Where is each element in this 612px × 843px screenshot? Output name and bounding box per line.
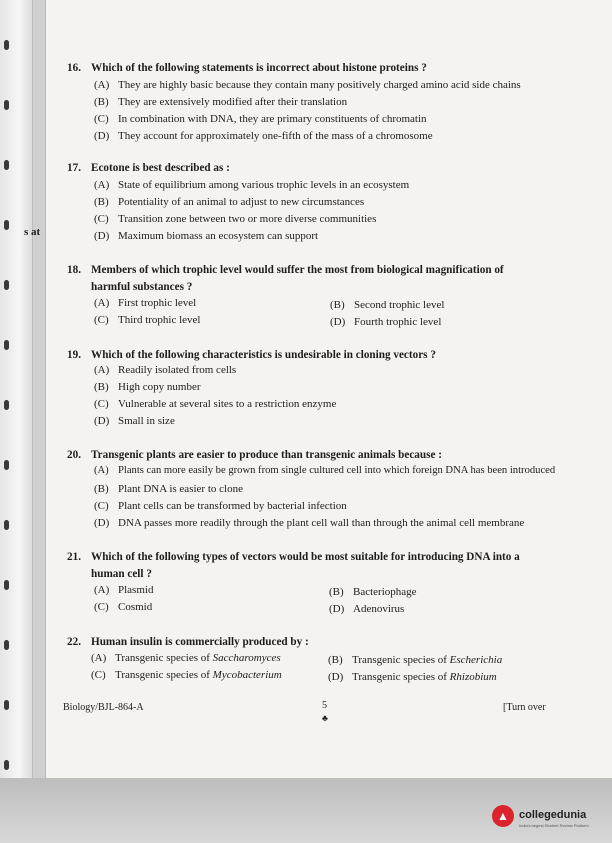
option-18a: (A) First trophic level (94, 297, 197, 309)
option-17d: (D) Maximum biomass an ecosystem can support (94, 230, 319, 242)
page-number: 5 (322, 700, 327, 711)
option-19a: (A) Readily isolated from cells (94, 364, 237, 376)
question-stem-cont: harmful substances ? (91, 281, 193, 293)
question-17 (67, 160, 587, 177)
option-18d: (D) Fourth trophic level (330, 316, 442, 328)
option-21c: (C) Cosmid (94, 601, 153, 613)
option-16c: (C) In combination with DNA, they are primary constituents of chromatin (94, 113, 427, 125)
brand-tagline: India's largest Student Review Platform (519, 822, 589, 828)
binding-hole (4, 220, 9, 230)
option-21a: (A) Plasmid (94, 584, 154, 596)
option-20a: (A) Plants can more easily be grown from single cultured cell into which foreign DNA has been introduced (94, 465, 556, 476)
brand-logo (492, 796, 612, 836)
question-number: 18. (67, 264, 81, 276)
margin-text: s at (24, 226, 41, 238)
option-17b: (B) Potentiality of an animal to adjust to new circumstances (94, 196, 365, 208)
question-stem: Transgenic plants are easier to produce than transgenic animals because : (91, 449, 442, 461)
binding-strip (0, 0, 33, 843)
option-18b: (B) Second trophic level (330, 299, 445, 311)
question-20 (67, 447, 587, 464)
question-22 (67, 634, 587, 651)
binding-hole (4, 340, 9, 350)
question-number: 20. (67, 449, 81, 461)
binding-hole (4, 280, 9, 290)
question-19 (67, 347, 587, 364)
binding-hole (4, 400, 9, 410)
question-number: 22. (67, 636, 81, 648)
turn-over: [Turn over (503, 702, 546, 713)
option-18c: (C) Third trophic level (94, 314, 201, 326)
option-20d: (D) DNA passes more readily through the plant cell wall than through the animal cell membrane (94, 517, 525, 529)
option-22d: (D) Transgenic species of Rhizobium (328, 671, 497, 683)
brand-name: collegedunia (519, 808, 587, 821)
question-18 (67, 262, 587, 296)
option-22a: (A) Transgenic species of Saccharomyces (91, 652, 281, 664)
question-stem: Ecotone is best described as : (91, 162, 230, 174)
binding-hole (4, 640, 9, 650)
option-19b: (B) High copy number (94, 381, 201, 393)
question-number: 21. (67, 551, 81, 563)
question-stem: Which of the following types of vectors would be most suitable for introducing DNA into a (91, 551, 520, 563)
option-20c: (C) Plant cells can be transformed by bacterial infection (94, 500, 347, 512)
binding-hole (4, 760, 9, 770)
option-17a: (A) State of equilibrium among various trophic levels in an ecosystem (94, 179, 410, 191)
option-21d: (D) Adenovirus (329, 603, 405, 615)
question-number: 16. (67, 62, 81, 74)
binding-hole (4, 580, 9, 590)
question-stem: Human insulin is commercially produced by : (91, 636, 309, 648)
option-20b: (B) Plant DNA is easier to clone (94, 483, 243, 495)
binding-hole (4, 100, 9, 110)
option-22c: (C) Transgenic species of Mycobacterium (91, 669, 282, 681)
option-22b: (B) Transgenic species of Escherichia (328, 654, 503, 666)
paper-code: Biology/BJL-864-A (63, 702, 144, 713)
binding-hole (4, 40, 9, 50)
option-16d: (D) They account for approximately one-fifth of the mass of a chromosome (94, 130, 433, 142)
binding-hole (4, 700, 9, 710)
binding-hole (4, 460, 9, 470)
question-stem-cont: human cell ? (91, 568, 152, 580)
question-number: 17. (67, 162, 81, 174)
option-17c: (C) Transition zone between two or more diverse communities (94, 213, 377, 225)
question-number: 19. (67, 349, 81, 361)
binding-hole (4, 520, 9, 530)
option-16b: (B) They are extensively modified after their translation (94, 96, 348, 108)
option-16a: (A) They are highly basic because they contain many positively charged amino acid side chains (94, 79, 521, 91)
question-stem: Members of which trophic level would suffer the most from biological magnification of (91, 264, 504, 276)
option-21b: (B) Bacteriophage (329, 586, 417, 598)
option-19c: (C) Vulnerable at several sites to a restriction enzyme (94, 398, 337, 410)
option-19d: (D) Small in size (94, 415, 175, 427)
question-stem: Which of the following characteristics is undesirable in cloning vectors ? (91, 349, 436, 361)
question-stem: Which of the following statements is incorrect about histone proteins ? (91, 62, 427, 74)
question-21 (67, 549, 587, 583)
club-symbol-icon: ♣ (322, 713, 328, 723)
question-16 (67, 60, 587, 77)
graduation-cap-icon: ▲ (492, 805, 514, 827)
binding-hole (4, 160, 9, 170)
